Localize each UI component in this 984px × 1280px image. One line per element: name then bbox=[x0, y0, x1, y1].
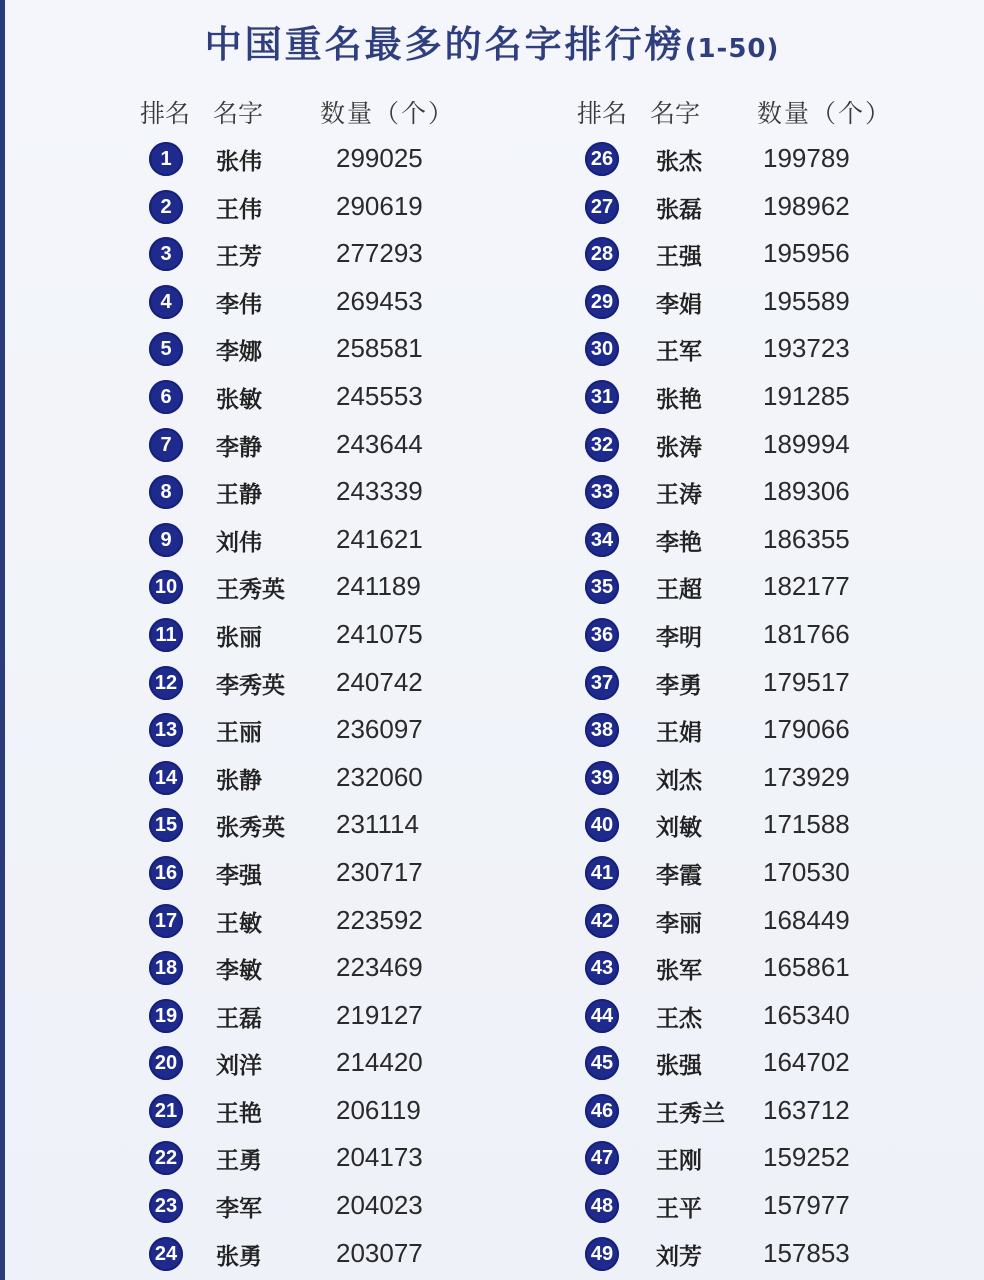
ranking-row bbox=[140, 1181, 540, 1229]
rank-badge: 19 bbox=[149, 999, 183, 1033]
rank-badge: 8 bbox=[149, 475, 183, 509]
name-cell: 张秀英 bbox=[216, 815, 285, 842]
ranking-row bbox=[140, 1038, 540, 1086]
rank-badge: 10 bbox=[149, 570, 183, 604]
count-cell: 199789 bbox=[763, 143, 850, 173]
header-name: 名字 bbox=[650, 99, 701, 128]
ranking-row bbox=[140, 991, 540, 1039]
rank-badge: 36 bbox=[585, 618, 619, 652]
rank-badge: 2 bbox=[149, 190, 183, 224]
ranking-row bbox=[140, 1086, 540, 1134]
count-cell: 182177 bbox=[763, 571, 850, 602]
ranking-row bbox=[140, 277, 540, 325]
name-cell: 王静 bbox=[216, 482, 262, 509]
count-cell: 241189 bbox=[336, 571, 421, 602]
ranking-row bbox=[140, 420, 540, 468]
name-cell: 李伟 bbox=[216, 291, 262, 318]
rank-badge: 3 bbox=[149, 237, 183, 271]
name-cell: 李强 bbox=[216, 862, 262, 889]
ranking-row bbox=[140, 229, 540, 277]
ranking-row bbox=[140, 1229, 540, 1277]
ranking-row bbox=[577, 515, 977, 563]
rank-badge: 37 bbox=[585, 666, 619, 700]
count-cell: 165861 bbox=[763, 952, 850, 983]
ranking-row bbox=[577, 848, 977, 896]
name-cell: 李娟 bbox=[656, 291, 702, 318]
ranking-row bbox=[577, 420, 977, 468]
column-header bbox=[577, 90, 977, 134]
ranking-row bbox=[140, 896, 540, 944]
rank-badge: 47 bbox=[585, 1141, 619, 1175]
ranking-row bbox=[140, 324, 540, 372]
rank-badge: 20 bbox=[149, 1046, 183, 1080]
rank-badge: 40 bbox=[585, 808, 619, 842]
name-cell: 刘杰 bbox=[656, 767, 702, 794]
count-cell: 269453 bbox=[336, 285, 423, 316]
name-cell: 刘敏 bbox=[656, 815, 702, 842]
name-cell: 张磊 bbox=[656, 196, 702, 223]
ranking-row bbox=[577, 277, 977, 325]
rank-badge: 23 bbox=[149, 1189, 183, 1223]
count-cell: 223469 bbox=[336, 952, 423, 983]
count-cell: 214420 bbox=[336, 1047, 423, 1078]
rank-badge: 33 bbox=[585, 475, 619, 509]
rank-badge: 24 bbox=[149, 1237, 183, 1271]
header-name: 名字 bbox=[213, 99, 264, 128]
count-cell: 241075 bbox=[336, 618, 423, 649]
ranking-row bbox=[577, 800, 977, 848]
name-cell: 张静 bbox=[216, 767, 262, 794]
rank-badge: 32 bbox=[585, 428, 619, 462]
name-cell: 王敏 bbox=[216, 910, 262, 937]
rank-badge: 12 bbox=[149, 666, 183, 700]
count-cell: 157977 bbox=[763, 1190, 850, 1221]
header-rank: 排名 bbox=[577, 99, 628, 128]
count-cell: 198962 bbox=[763, 190, 850, 221]
ranking-column-left bbox=[140, 90, 540, 1276]
count-cell: 241621 bbox=[336, 523, 423, 554]
ranking-row bbox=[577, 705, 977, 753]
name-cell: 李娜 bbox=[216, 339, 262, 366]
name-cell: 李静 bbox=[216, 434, 262, 461]
ranking-row bbox=[577, 1038, 977, 1086]
rank-badge: 45 bbox=[585, 1046, 619, 1080]
count-cell: 231114 bbox=[336, 809, 419, 840]
name-cell: 张涛 bbox=[656, 434, 702, 461]
count-cell: 206119 bbox=[336, 1094, 421, 1125]
name-cell: 张军 bbox=[656, 958, 702, 985]
count-cell: 245553 bbox=[336, 380, 423, 411]
title-text: 中国重名最多的名字排行榜 bbox=[204, 23, 685, 66]
name-cell: 张艳 bbox=[656, 386, 702, 413]
name-cell: 李勇 bbox=[656, 672, 702, 699]
count-cell: 193723 bbox=[763, 333, 850, 364]
count-cell: 243339 bbox=[336, 476, 423, 507]
count-cell: 240742 bbox=[336, 666, 423, 697]
ranking-row bbox=[140, 1133, 540, 1181]
name-cell: 王涛 bbox=[656, 482, 702, 509]
count-cell: 171588 bbox=[763, 809, 850, 840]
rank-badge: 17 bbox=[149, 904, 183, 938]
ranking-row bbox=[577, 1133, 977, 1181]
ranking-list-left bbox=[140, 134, 540, 1276]
name-cell: 张杰 bbox=[656, 149, 702, 175]
ranking-row bbox=[140, 182, 540, 230]
ranking-row bbox=[577, 324, 977, 372]
rank-badge: 26 bbox=[585, 142, 619, 176]
ranking-row bbox=[577, 562, 977, 610]
rank-badge: 5 bbox=[149, 332, 183, 366]
count-cell: 223592 bbox=[336, 904, 423, 935]
count-cell: 236097 bbox=[336, 714, 423, 745]
rank-badge: 21 bbox=[149, 1094, 183, 1128]
rank-badge: 39 bbox=[585, 761, 619, 795]
count-cell: 219127 bbox=[336, 999, 423, 1030]
rank-badge: 16 bbox=[149, 856, 183, 890]
name-cell: 张伟 bbox=[216, 149, 262, 175]
count-cell: 191285 bbox=[763, 380, 850, 411]
name-cell: 张敏 bbox=[216, 386, 262, 413]
rank-badge: 42 bbox=[585, 904, 619, 938]
rank-badge: 11 bbox=[149, 618, 183, 652]
ranking-row bbox=[577, 372, 977, 420]
rank-badge: 7 bbox=[149, 428, 183, 462]
ranking-row bbox=[140, 800, 540, 848]
rank-badge: 35 bbox=[585, 570, 619, 604]
ranking-row bbox=[140, 467, 540, 515]
count-cell: 258581 bbox=[336, 333, 423, 364]
header-rank: 排名 bbox=[140, 99, 191, 128]
ranking-row bbox=[577, 991, 977, 1039]
count-cell: 168449 bbox=[763, 904, 850, 935]
name-cell: 张强 bbox=[656, 1053, 702, 1080]
count-cell: 195956 bbox=[763, 238, 850, 269]
ranking-row bbox=[140, 705, 540, 753]
ranking-row bbox=[577, 658, 977, 706]
count-cell: 173929 bbox=[763, 761, 850, 792]
name-cell: 李明 bbox=[656, 624, 702, 651]
ranking-row bbox=[140, 372, 540, 420]
title-range: (1-50) bbox=[684, 34, 780, 64]
rank-badge: 34 bbox=[585, 523, 619, 557]
left-accent-bar bbox=[0, 0, 5, 1280]
header-count: 数量（个） bbox=[320, 99, 456, 128]
name-cell: 王娟 bbox=[656, 720, 702, 747]
count-cell: 165340 bbox=[763, 999, 850, 1030]
ranking-row bbox=[577, 610, 977, 658]
rank-badge: 48 bbox=[585, 1189, 619, 1223]
ranking-row bbox=[140, 134, 540, 182]
name-cell: 李秀英 bbox=[216, 672, 285, 699]
ranking-list-right bbox=[577, 134, 977, 1276]
name-cell: 王艳 bbox=[216, 1100, 262, 1127]
ranking-row bbox=[577, 896, 977, 944]
ranking-row bbox=[140, 610, 540, 658]
count-cell: 203077 bbox=[336, 1237, 423, 1268]
count-cell: 189994 bbox=[763, 428, 850, 459]
name-cell: 王强 bbox=[656, 244, 702, 271]
header-count: 数量（个） bbox=[757, 99, 893, 128]
count-cell: 195589 bbox=[763, 285, 850, 316]
rank-badge: 6 bbox=[149, 380, 183, 414]
count-cell: 170530 bbox=[763, 856, 850, 887]
ranking-row bbox=[140, 753, 540, 801]
count-cell: 164702 bbox=[763, 1047, 850, 1078]
rank-badge: 41 bbox=[585, 856, 619, 890]
ranking-column-right bbox=[577, 90, 977, 1276]
rank-badge: 18 bbox=[149, 951, 183, 985]
count-cell: 179517 bbox=[763, 666, 850, 697]
rank-badge: 30 bbox=[585, 332, 619, 366]
rank-badge: 13 bbox=[149, 713, 183, 747]
name-cell: 刘芳 bbox=[656, 1243, 702, 1270]
ranking-row bbox=[577, 753, 977, 801]
name-cell: 李军 bbox=[216, 1196, 262, 1223]
name-cell: 王刚 bbox=[656, 1148, 702, 1175]
name-cell: 李敏 bbox=[216, 958, 262, 985]
count-cell: 204173 bbox=[336, 1142, 423, 1173]
name-cell: 李艳 bbox=[656, 529, 702, 556]
count-cell: 299025 bbox=[336, 143, 423, 173]
rank-badge: 1 bbox=[149, 142, 183, 176]
ranking-row bbox=[577, 943, 977, 991]
ranking-row bbox=[140, 658, 540, 706]
rank-badge: 15 bbox=[149, 808, 183, 842]
ranking-row bbox=[577, 1086, 977, 1134]
name-cell: 李霞 bbox=[656, 862, 702, 889]
rank-badge: 14 bbox=[149, 761, 183, 795]
count-cell: 189306 bbox=[763, 476, 850, 507]
name-cell: 王秀英 bbox=[216, 577, 285, 604]
count-cell: 179066 bbox=[763, 714, 850, 745]
name-cell: 刘洋 bbox=[216, 1053, 262, 1080]
name-cell: 张丽 bbox=[216, 624, 262, 651]
ranking-row bbox=[140, 562, 540, 610]
count-cell: 243644 bbox=[336, 428, 423, 459]
rank-badge: 38 bbox=[585, 713, 619, 747]
column-header bbox=[140, 90, 540, 134]
ranking-row bbox=[577, 229, 977, 277]
ranking-row bbox=[577, 467, 977, 515]
name-cell: 王伟 bbox=[216, 196, 262, 223]
name-cell: 王杰 bbox=[656, 1005, 702, 1032]
count-cell: 163712 bbox=[763, 1094, 850, 1125]
name-cell: 王军 bbox=[656, 339, 702, 366]
rank-badge: 22 bbox=[149, 1141, 183, 1175]
rank-badge: 31 bbox=[585, 380, 619, 414]
count-cell: 157853 bbox=[763, 1237, 850, 1268]
count-cell: 204023 bbox=[336, 1190, 423, 1221]
name-cell: 王芳 bbox=[216, 244, 262, 271]
rank-badge: 28 bbox=[585, 237, 619, 271]
name-cell: 李丽 bbox=[656, 910, 702, 937]
count-cell: 159252 bbox=[763, 1142, 850, 1173]
rank-badge: 49 bbox=[585, 1237, 619, 1271]
name-cell: 王秀兰 bbox=[656, 1100, 725, 1127]
ranking-row bbox=[577, 1229, 977, 1277]
ranking-row bbox=[140, 943, 540, 991]
rank-badge: 27 bbox=[585, 190, 619, 224]
count-cell: 186355 bbox=[763, 523, 850, 554]
ranking-row bbox=[577, 1181, 977, 1229]
count-cell: 277293 bbox=[336, 238, 423, 269]
rank-badge: 4 bbox=[149, 285, 183, 319]
rank-badge: 43 bbox=[585, 951, 619, 985]
ranking-row bbox=[140, 515, 540, 563]
rank-badge: 9 bbox=[149, 523, 183, 557]
count-cell: 230717 bbox=[336, 856, 423, 887]
rank-badge: 46 bbox=[585, 1094, 619, 1128]
name-cell: 刘伟 bbox=[216, 529, 262, 556]
rank-badge: 29 bbox=[585, 285, 619, 319]
name-cell: 王丽 bbox=[216, 720, 262, 747]
ranking-row bbox=[577, 182, 977, 230]
page-title bbox=[0, 14, 984, 68]
ranking-row bbox=[140, 848, 540, 896]
ranking-row bbox=[577, 134, 977, 182]
count-cell: 232060 bbox=[336, 761, 423, 792]
count-cell: 290619 bbox=[336, 190, 423, 221]
rank-badge: 44 bbox=[585, 999, 619, 1033]
name-cell: 张勇 bbox=[216, 1243, 262, 1270]
count-cell: 181766 bbox=[763, 618, 850, 649]
name-cell: 王勇 bbox=[216, 1148, 262, 1175]
name-cell: 王超 bbox=[656, 577, 702, 604]
name-cell: 王平 bbox=[656, 1196, 702, 1223]
name-cell: 王磊 bbox=[216, 1005, 262, 1032]
